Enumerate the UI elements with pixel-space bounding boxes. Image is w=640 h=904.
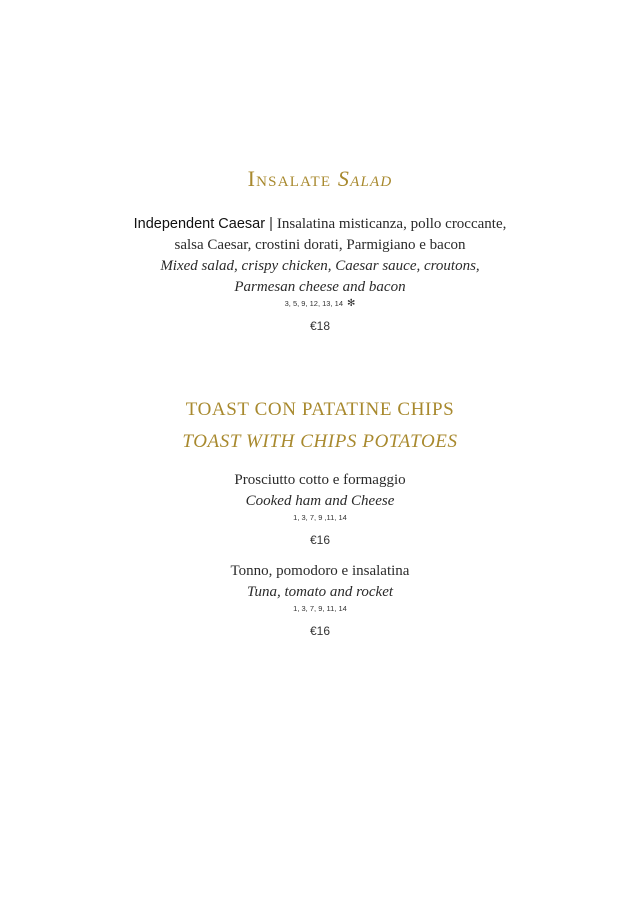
salad-section-title: [0, 166, 640, 192]
item-name: Independent Caesar: [133, 216, 266, 232]
menu-item-caesar: [0, 214, 640, 334]
item-desc-en-2: Parmesan cheese and bacon: [234, 279, 406, 295]
item-price: €16: [309, 624, 331, 638]
toast-title-en: TOAST WITH CHIPS POTATOES: [182, 431, 458, 452]
item-name-en: Tuna, tomato and rocket: [246, 584, 394, 600]
item-price: €18: [309, 319, 331, 333]
toast-title-it: TOAST CON PATATINE CHIPS: [185, 399, 455, 420]
menu-item-toast-tuna: [0, 561, 640, 639]
salad-title-it: Insalate: [247, 166, 332, 191]
item-allergens: 1, 3, 7, 9, 11, 14: [293, 604, 347, 613]
salad-title-en: Salad: [337, 166, 393, 191]
item-desc-it-2: salsa Caesar, crostini dorati, Parmigiano e bacon: [174, 237, 466, 253]
item-name-en: Cooked ham and Cheese: [245, 493, 395, 509]
item-desc-en-1: Mixed salad, crispy chicken, Caesar sauce, croutons,: [160, 258, 480, 274]
item-price: €16: [309, 533, 331, 547]
menu-item-toast-ham: [0, 470, 640, 548]
toast-section-title: [0, 394, 640, 458]
item-name-it: Prosciutto cotto e formaggio: [234, 472, 406, 488]
item-allergens: 1, 3, 7, 9 ,11, 14: [293, 513, 347, 522]
asterisk-icon: ✻: [347, 298, 356, 309]
item-desc-it-1: Insalatina misticanza, pollo croccante,: [276, 216, 507, 232]
item-name-it: Tonno, pomodoro e insalatina: [230, 563, 410, 579]
item-separator: |: [269, 216, 273, 232]
allergen-codes: 3, 5, 9, 12, 13, 14: [284, 299, 343, 308]
item-allergens: [0, 298, 640, 310]
